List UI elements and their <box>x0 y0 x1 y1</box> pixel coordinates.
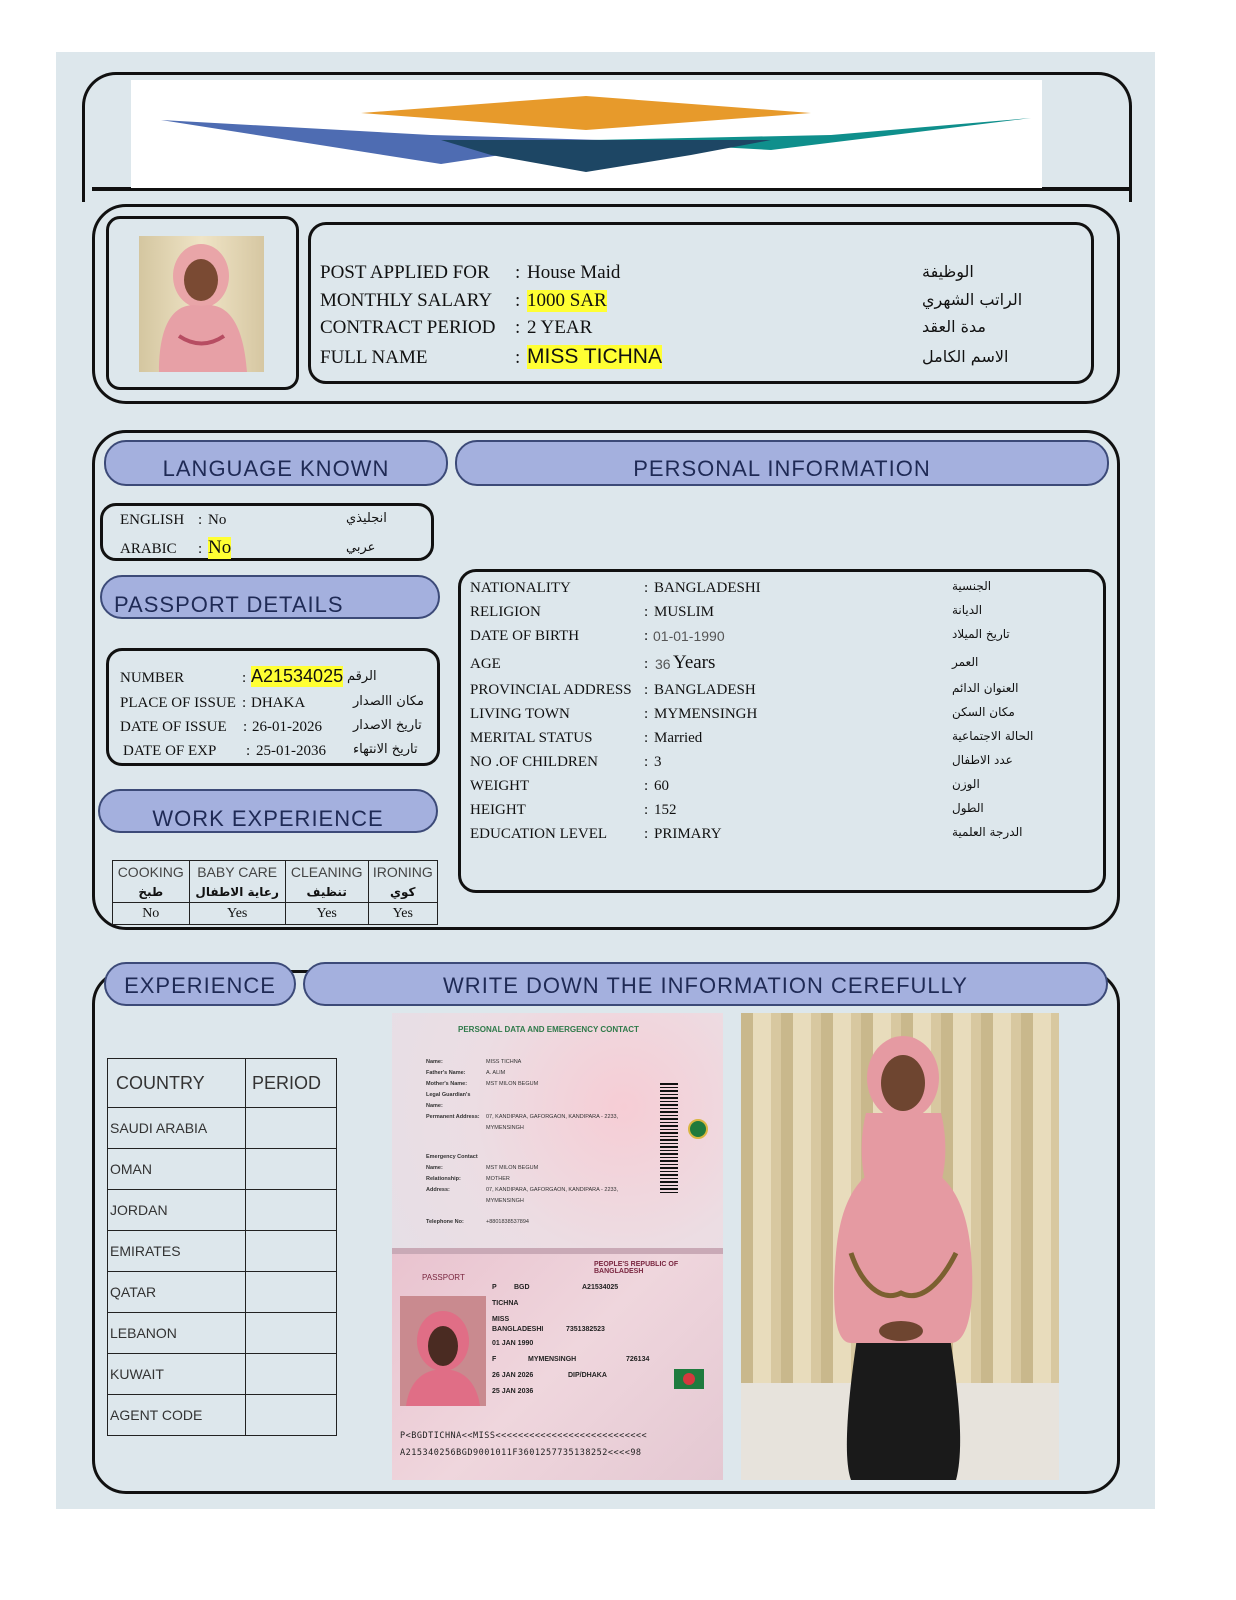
scan-surname: TICHNA <box>492 1300 519 1307</box>
date-exp-arabic: تاريخ الانتهاء <box>353 742 418 757</box>
dob-arabic: تاريخ الميلاد <box>952 627 1010 641</box>
provincial-label: PROVINCIAL ADDRESS <box>470 682 632 698</box>
arabic-value: No <box>208 537 232 558</box>
date-exp-value: 25-01-2036 <box>256 743 326 759</box>
instruction-banner: WRITE DOWN THE INFORMATION CEREFULLY <box>303 962 1108 1006</box>
passport-number-arabic: الرقم <box>347 669 377 684</box>
contract-arabic: مدة العقد <box>922 317 986 336</box>
scan-issue: 26 JAN 2026 <box>492 1372 534 1379</box>
date-issue-label: DATE OF ISSUE <box>120 719 227 735</box>
work-col-cleaning: CLEANING <box>285 861 368 883</box>
scan-field-row: Permanent Address: 07, KANDIPARA, GAFORGAON, KANDIPARA - 2233, MYMENSINGH <box>426 1114 619 1131</box>
age-label: AGE <box>470 656 501 672</box>
period-cell[interactable] <box>246 1231 337 1272</box>
place-issue-value: DHAKA <box>251 695 306 711</box>
date-exp-sep: : <box>246 743 251 759</box>
post-sep: : <box>515 262 521 283</box>
nationality-value: BANGLADESHI <box>654 580 761 596</box>
emblem-icon <box>688 1119 708 1139</box>
work-col-babycare-ar: رعاية الاطفال <box>189 883 285 903</box>
country-jordan: JORDAN <box>108 1190 246 1231</box>
place-issue-sep: : <box>242 695 247 711</box>
salary-arabic: الراتب الشهري <box>922 290 1023 309</box>
nationality-arabic: الجنسية <box>952 579 992 593</box>
period-header: PERIOD <box>246 1059 337 1108</box>
country-oman: OMAN <box>108 1149 246 1190</box>
town-value: MYMENSINGH <box>654 706 758 722</box>
scan-mrz-1: P<BGDTICHNA<<MISS<<<<<<<<<<<<<<<<<<<<<<<<<<< <box>400 1431 648 1441</box>
work-col-cooking: COOKING <box>113 861 190 883</box>
place-issue-arabic: مكان االصدار <box>353 694 424 709</box>
passport-scan <box>392 1013 723 1480</box>
country-lebanon: LEBANON <box>108 1313 246 1354</box>
dob-sep: : <box>644 628 649 644</box>
date-issue-value: 26-01-2026 <box>252 719 322 735</box>
marital-value: Married <box>654 730 703 746</box>
scan-field-row: Address: 07, KANDIPARA, GAFORGAON, KANDIPARA - 2233, MYMENSINGH <box>426 1187 619 1204</box>
religion-value: MUSLIM <box>654 604 715 620</box>
work-col-ironing-ar: كوي <box>368 883 437 903</box>
height-value: 152 <box>654 802 677 818</box>
scan-pid: 7351382523 <box>566 1326 605 1333</box>
weight-label: WEIGHT <box>470 778 530 794</box>
post-value: House Maid <box>527 262 621 283</box>
salary-sep: : <box>515 290 521 311</box>
date-issue-sep: : <box>243 719 248 735</box>
country-qatar: QATAR <box>108 1272 246 1313</box>
work-table <box>112 860 438 925</box>
scan-birthplace: MYMENSINGH <box>528 1356 577 1363</box>
scan-sex: F <box>492 1356 497 1363</box>
scan-authority: DIP/DHAKA <box>568 1372 607 1379</box>
banner-graphic <box>131 80 1042 188</box>
education-value: PRIMARY <box>654 826 722 842</box>
fullname-arabic: الاسم الكامل <box>922 347 1009 366</box>
salary-value: 1000 SAR <box>527 290 607 311</box>
period-cell[interactable] <box>246 1354 337 1395</box>
height-label: HEIGHT <box>470 802 526 818</box>
country-kuwait: KUWAIT <box>108 1354 246 1395</box>
english-arabic: انجليذي <box>346 511 387 526</box>
period-cell[interactable] <box>246 1108 337 1149</box>
language-title: LANGUAGE KNOWN <box>104 440 448 486</box>
scan-given: MISS <box>492 1316 510 1323</box>
personal-title: PERSONAL INFORMATION <box>455 440 1109 486</box>
work-col-cleaning-ar: تنظيف <box>285 883 368 903</box>
scan-field-row: Relationship: MOTHER <box>426 1176 510 1182</box>
post-label: POST APPLIED FOR <box>320 262 490 283</box>
scan-field-row: Legal Guardian's Name: <box>426 1092 471 1109</box>
english-value: No <box>208 512 227 528</box>
salary-label: MONTHLY SALARY <box>320 290 493 311</box>
place-issue-label: PLACE OF ISSUE <box>120 695 236 711</box>
children-sep: : <box>644 754 649 770</box>
weight-value: 60 <box>654 778 669 794</box>
height-sep: : <box>644 802 649 818</box>
weight-arabic: الوزن <box>952 777 980 791</box>
weight-sep: : <box>644 778 649 794</box>
scan-code: BGD <box>514 1284 530 1291</box>
english-sep: : <box>198 512 203 528</box>
scan-serial: 726134 <box>626 1356 650 1363</box>
scan-field-row: Mother's Name: MST MILON BEGUM <box>426 1081 539 1087</box>
period-cell[interactable] <box>246 1190 337 1231</box>
work-col-babycare: BABY CARE <box>189 861 285 883</box>
town-arabic: مكان السكن <box>952 705 1015 719</box>
education-sep: : <box>644 826 649 842</box>
work-val-cooking: No <box>113 903 190 925</box>
scan-nationality: BANGLADESHI <box>492 1326 544 1333</box>
barcode-icon <box>660 1083 678 1193</box>
scan-flag-icon <box>674 1369 704 1389</box>
scan-field-row: Name: MISS TICHNA <box>426 1059 522 1065</box>
age-arabic: العمر <box>952 655 979 669</box>
work-title: WORK EXPERIENCE <box>98 789 438 833</box>
education-label: EDUCATION LEVEL <box>470 826 608 842</box>
scan-field-row: Father's Name: A. ALIM <box>426 1070 506 1076</box>
work-col-cooking-ar: طبخ <box>113 883 190 903</box>
passport-number-label: NUMBER <box>120 670 185 686</box>
scan-section-title: PERSONAL DATA AND EMERGENCY CONTACT <box>458 1025 639 1034</box>
period-cell[interactable] <box>246 1149 337 1190</box>
fullname-sep: : <box>515 347 521 368</box>
country-saudi: SAUDI ARABIA <box>108 1108 246 1149</box>
work-col-ironing: IRONING <box>368 861 437 883</box>
period-cell[interactable] <box>246 1313 337 1354</box>
dob-label: DATE OF BIRTH <box>470 628 580 644</box>
passport-title: PASSPORT DETAILS <box>100 575 440 619</box>
provincial-arabic: العنوان الدائم <box>952 681 1019 695</box>
passport-number-sep: : <box>242 670 247 686</box>
period-cell[interactable] <box>246 1272 337 1313</box>
country-header: COUNTRY <box>108 1059 246 1108</box>
children-value: 3 <box>654 754 662 770</box>
religion-sep: : <box>644 604 649 620</box>
scan-holder-photo <box>400 1296 486 1406</box>
arabic-sep: : <box>198 541 203 557</box>
nationality-sep: : <box>644 580 649 596</box>
experience-title: EXPERIENCE <box>104 962 296 1006</box>
date-exp-label: DATE OF EXP <box>123 743 217 759</box>
religion-arabic: الديانة <box>952 603 983 617</box>
fullname-label: FULL NAME <box>320 347 428 368</box>
contract-label: CONTRACT PERIOD <box>320 317 496 338</box>
religion-label: RELIGION <box>470 604 541 620</box>
work-val-ironing: Yes <box>368 903 437 925</box>
header-banner <box>131 80 1042 188</box>
full-body-photo <box>741 1013 1059 1480</box>
education-arabic: الدرجة العلمية <box>952 825 1023 839</box>
experience-table <box>107 1058 337 1436</box>
agent-code-label: AGENT CODE <box>108 1395 246 1436</box>
scan-field-row: Emergency Contact Name: MST MILON BEGUM <box>426 1154 539 1171</box>
dob-value: 01-01-1990 <box>653 628 725 644</box>
age-value: 36 <box>655 656 671 672</box>
profile-photo <box>139 236 264 372</box>
children-label: NO .OF CHILDREN <box>470 754 598 770</box>
work-val-cleaning: Yes <box>285 903 368 925</box>
scan-fields <box>426 1057 676 1228</box>
children-arabic: عدد الاطفال <box>952 753 1013 767</box>
marital-sep: : <box>644 730 649 746</box>
arabic-arabic: عربي <box>346 540 376 555</box>
scan-number: A21534025 <box>582 1284 619 1291</box>
scan-field-row: Telephone No: +8801838537894 <box>426 1219 529 1225</box>
scan-dob: 01 JAN 1990 <box>492 1340 534 1347</box>
contract-value: 2 YEAR <box>527 317 593 338</box>
date-issue-arabic: تاريخ الاصدار <box>353 718 422 733</box>
town-label: LIVING TOWN <box>470 706 570 722</box>
english-label: ENGLISH <box>120 512 185 528</box>
scan-mrz-2: A215340256BGD9001011F3601257735138252<<<<98 <box>400 1448 642 1458</box>
fullname-value: MISS TICHNA <box>527 345 662 368</box>
marital-label: MERITAL STATUS <box>470 730 593 746</box>
agent-code-cell[interactable] <box>246 1395 337 1436</box>
marital-arabic: الحالة الاجتماعية <box>952 729 1034 743</box>
arabic-label: ARABIC <box>120 541 177 557</box>
contract-sep: : <box>515 317 521 338</box>
nationality-label: NATIONALITY <box>470 580 571 596</box>
post-arabic: الوظيفة <box>922 262 974 281</box>
height-arabic: الطول <box>952 801 984 815</box>
provincial-value: BANGLADESH <box>654 682 756 698</box>
scan-passport-word: PASSPORT <box>422 1273 465 1282</box>
scan-expiry: 25 JAN 2036 <box>492 1388 534 1395</box>
work-val-babycare: Yes <box>189 903 285 925</box>
scan-data <box>492 1283 692 1397</box>
country-emirates: EMIRATES <box>108 1231 246 1272</box>
passport-number-value: A21534025 <box>251 666 344 686</box>
age-unit: Years <box>673 652 716 673</box>
town-sep: : <box>644 706 649 722</box>
provincial-sep: : <box>644 682 649 698</box>
scan-type: P <box>492 1284 497 1291</box>
age-sep: : <box>644 656 649 672</box>
scan-country: PEOPLE'S REPUBLIC OF BANGLADESH <box>594 1261 679 1275</box>
